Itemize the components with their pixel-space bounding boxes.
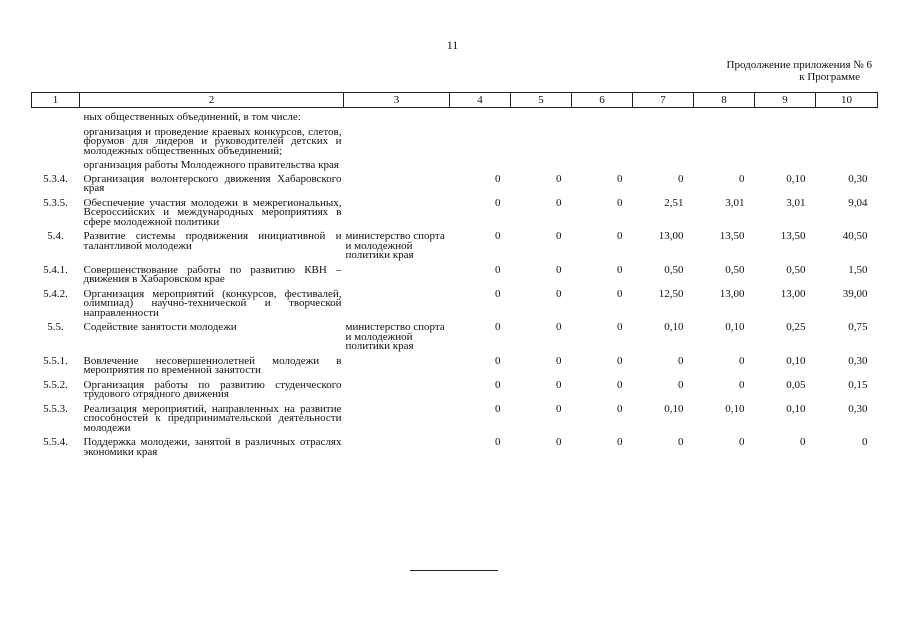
row-value-col-5: 0	[556, 263, 562, 276]
row-value-col-8: 13,00	[719, 287, 745, 300]
row-value-col-9: 0,25	[786, 321, 806, 333]
row-value-col-7: 0	[678, 354, 684, 367]
row-responsible	[344, 156, 450, 171]
row-value-col-10: 0,30	[848, 402, 868, 415]
row-code: 5.4.1.	[43, 263, 68, 276]
row-value-col-4: 0	[495, 287, 501, 300]
row-value-col-8: 0	[739, 172, 745, 185]
row-name: Поддержка молодежи, занятой в различных отраслях экономики края	[83, 436, 342, 458]
row-value-col-7	[633, 108, 694, 123]
row-value-col-9: 13,00	[780, 287, 806, 300]
row-value-col-5	[511, 108, 572, 123]
appendix-line-2: к Программе	[799, 70, 860, 83]
row-code: 5.5.4.	[43, 436, 68, 448]
table-row	[32, 171, 878, 194]
row-value-col-4: 0	[495, 402, 501, 415]
row-value-col-8: 0,10	[725, 321, 745, 333]
row-name: Содействие занятости молодежи	[83, 321, 237, 333]
row-value-col-4: 0	[495, 230, 501, 242]
row-name: Обеспечение участия молодежи в межрегиональных, Всероссийских и международных мероприятиях в сфере молодежной политики	[83, 196, 342, 228]
row-value-col-7	[633, 123, 694, 157]
row-value-col-6: 0	[617, 354, 623, 367]
row-responsible	[344, 352, 450, 376]
row-value-col-7: 13,00	[658, 230, 684, 242]
row-value-col-4: 0	[495, 354, 501, 367]
row-responsible	[344, 400, 450, 434]
row-responsible: министерство спорта и молодежной политики края	[345, 230, 445, 261]
row-value-col-10: 1,50	[848, 263, 868, 276]
row-value-col-10: 39,00	[842, 287, 868, 300]
row-value-col-7	[633, 156, 694, 171]
header-col-10: 10	[816, 93, 878, 108]
row-value-col-6: 0	[617, 378, 623, 391]
row-responsible	[344, 194, 450, 228]
row-value-col-9: 0,10	[786, 402, 806, 415]
row-name: Развитие системы продвижения инициативной и талантливой молодежи	[83, 230, 342, 252]
appendix-line-1: Продолжение приложения № 6	[726, 59, 872, 71]
row-name: Организация работы по развитию студенческого трудового отрядного движения	[83, 378, 342, 400]
row-value-col-5: 0	[556, 378, 562, 391]
row-value-col-8	[694, 108, 755, 123]
row-code: 5.5.3.	[43, 402, 68, 415]
row-value-col-5: 0	[556, 172, 562, 185]
table-row	[32, 108, 878, 123]
row-value-col-9	[755, 108, 816, 123]
row-code: 5.3.5.	[43, 196, 68, 209]
row-name: организация работы Молодежного правительства края	[83, 159, 339, 171]
row-value-col-6: 0	[617, 436, 623, 448]
row-value-col-10	[816, 108, 878, 123]
row-name: Организация мероприятий (конкурсов, фестивалей, олимпиад) научно-технической и творческой направленности	[83, 287, 342, 319]
row-code: 5.5.2.	[43, 378, 68, 391]
header-col-2: 2	[80, 93, 344, 108]
row-value-col-5: 0	[556, 230, 562, 242]
row-name: Реализация мероприятий, направленных на развитие способностей к предпринимательской деятельности молодежи	[83, 402, 342, 434]
row-value-col-10	[816, 156, 878, 171]
row-responsible	[344, 376, 450, 400]
program-table	[31, 92, 878, 457]
row-value-col-5: 0	[556, 196, 562, 209]
header-col-9: 9	[755, 93, 816, 108]
table-header-row	[32, 93, 878, 108]
row-value-col-10: 0,30	[848, 354, 868, 367]
row-code	[32, 123, 80, 157]
row-value-col-8: 3,01	[725, 196, 745, 209]
row-value-col-7: 0	[678, 436, 684, 448]
row-value-col-6: 0	[617, 287, 623, 300]
row-value-col-7: 0	[678, 378, 684, 391]
row-value-col-5: 0	[556, 321, 562, 333]
row-value-col-4: 0	[495, 378, 501, 391]
table-row	[32, 352, 878, 376]
row-value-col-6: 0	[617, 402, 623, 415]
row-value-col-5	[511, 123, 572, 157]
row-value-col-10	[816, 123, 878, 157]
row-value-col-8	[694, 156, 755, 171]
row-value-col-9: 13,50	[780, 230, 806, 242]
row-value-col-4: 0	[495, 172, 501, 185]
row-value-col-8: 0	[739, 354, 745, 367]
row-value-col-9: 0,10	[786, 354, 806, 367]
header-col-3: 3	[344, 93, 450, 108]
row-value-col-9	[755, 123, 816, 157]
row-value-col-5: 0	[556, 354, 562, 367]
row-code: 5.5.	[47, 321, 64, 333]
row-value-col-9: 0,50	[786, 263, 806, 276]
appendix-caption	[727, 60, 872, 83]
row-value-col-7: 0,50	[664, 263, 684, 276]
row-responsible	[344, 285, 450, 319]
row-code: 5.3.4.	[43, 172, 68, 185]
row-value-col-4: 0	[495, 321, 501, 333]
row-value-col-10: 0,75	[848, 321, 868, 333]
row-value-col-6: 0	[617, 172, 623, 185]
row-responsible: министерство спорта и молодежной политики края	[345, 321, 445, 352]
table-row	[32, 123, 878, 157]
row-value-col-8: 0	[739, 436, 745, 448]
row-code	[32, 108, 80, 123]
row-value-col-5: 0	[556, 402, 562, 415]
row-name: Совершенствование работы по развитию КВН – движения в Хабаровском крае	[83, 263, 342, 285]
row-value-col-6	[572, 156, 633, 171]
row-responsible	[344, 171, 450, 194]
row-value-col-10: 40,50	[842, 230, 868, 242]
header-col-6: 6	[572, 93, 633, 108]
row-name: организация и проведение краевых конкурсов, слетов, форумов для лидеров и руководителей детских и молодежных общественных объединений;	[83, 125, 342, 157]
table-row	[32, 318, 878, 352]
row-value-col-9: 0	[800, 436, 806, 448]
row-value-col-8: 0,50	[725, 263, 745, 276]
row-value-col-10: 0,15	[848, 378, 868, 391]
page-number: 11	[446, 38, 459, 52]
table-row	[32, 194, 878, 228]
row-code: 5.4.2.	[43, 287, 68, 300]
row-value-col-7: 0,10	[664, 321, 684, 333]
row-value-col-4: 0	[495, 263, 501, 276]
table-row	[32, 227, 878, 261]
table-row	[32, 376, 878, 400]
row-code: 5.4.	[47, 230, 64, 242]
row-value-col-4: 0	[495, 196, 501, 209]
row-value-col-8: 0	[739, 378, 745, 391]
row-value-col-9: 0,10	[786, 172, 806, 185]
end-divider	[410, 570, 498, 571]
table-row	[32, 433, 878, 457]
row-value-col-8	[694, 123, 755, 157]
header-col-5: 5	[511, 93, 572, 108]
row-value-col-9: 0,05	[786, 378, 806, 391]
row-responsible	[344, 108, 450, 123]
row-value-col-6: 0	[617, 321, 623, 333]
row-value-col-9: 3,01	[786, 196, 806, 209]
header-col-4: 4	[450, 93, 511, 108]
table-row	[32, 285, 878, 319]
row-code: 5.5.1.	[43, 354, 68, 367]
header-col-1: 1	[32, 93, 80, 108]
row-value-col-5: 0	[556, 436, 562, 448]
row-value-col-4	[450, 108, 511, 123]
table-row	[32, 261, 878, 285]
row-value-col-4	[450, 156, 511, 171]
row-name: Организация волонтерского движения Хабаровского края	[83, 172, 342, 194]
row-value-col-6	[572, 123, 633, 157]
row-value-col-10: 0,30	[848, 172, 868, 185]
row-code	[32, 156, 80, 171]
header-col-7: 7	[633, 93, 694, 108]
row-value-col-7: 2,51	[664, 196, 684, 209]
row-responsible	[344, 433, 450, 457]
row-name: ных общественных объединений, в том числе:	[83, 111, 301, 123]
row-value-col-10: 0	[862, 436, 868, 448]
row-value-col-10: 9,04	[848, 196, 868, 209]
row-value-col-4: 0	[495, 436, 501, 448]
row-value-col-5	[511, 156, 572, 171]
row-responsible	[344, 261, 450, 285]
row-value-col-8: 0,10	[725, 402, 745, 415]
header-col-8: 8	[694, 93, 755, 108]
row-value-col-6: 0	[617, 196, 623, 209]
row-value-col-9	[755, 156, 816, 171]
table-row	[32, 400, 878, 434]
row-responsible	[344, 123, 450, 157]
table-row	[32, 156, 878, 171]
row-value-col-6: 0	[617, 230, 623, 242]
row-value-col-7: 0	[678, 172, 684, 185]
row-value-col-7: 12,50	[658, 287, 684, 300]
row-value-col-5: 0	[556, 287, 562, 300]
row-value-col-6	[572, 108, 633, 123]
row-value-col-4	[450, 123, 511, 157]
row-value-col-6: 0	[617, 263, 623, 276]
row-name: Вовлечение несовершеннолетней молодежи в мероприятия по временной занятости	[83, 354, 342, 376]
row-value-col-7: 0,10	[664, 402, 684, 415]
row-value-col-8: 13,50	[719, 230, 745, 242]
